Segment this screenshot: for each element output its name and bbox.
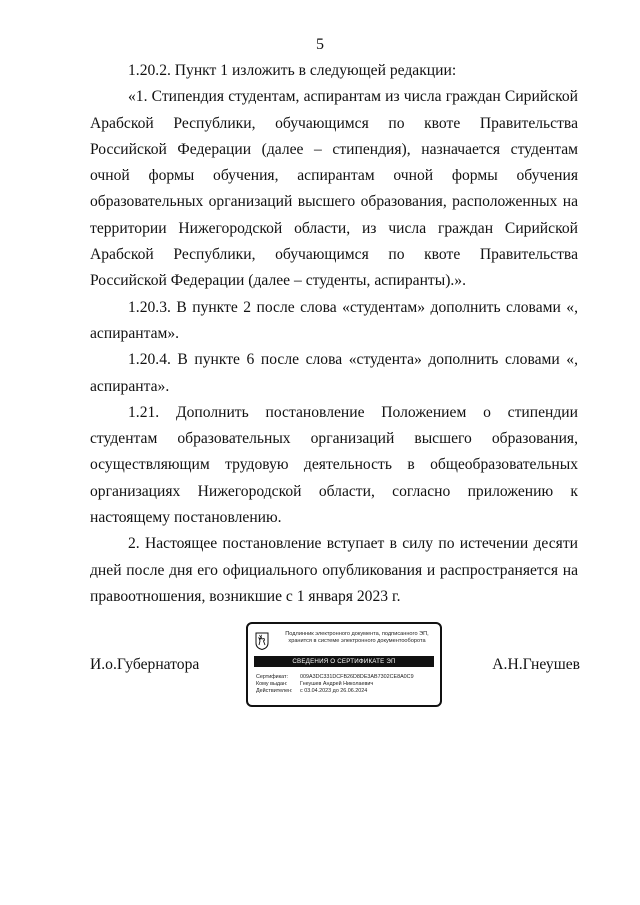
paragraph-2: 2. Настоящее постановление вступает в силу по истечении десяти дней после дня его официального опубликования и распространяется на правоотношения, возникшие с 1 января 2023 г. <box>90 535 578 605</box>
validity-row <box>256 688 436 695</box>
page-number: 5 <box>316 36 324 53</box>
issued-to-value: Гнеушев Андрей Николаевич <box>300 680 374 687</box>
stamp-header <box>275 631 439 645</box>
document-body <box>90 58 578 610</box>
certificate-label: Сертификат: <box>256 674 289 680</box>
validity-value: с 03.04.2023 до 26.06.2024 <box>300 687 368 694</box>
certificate-value: 009A3DC331DCFB26D8DE3AB7302CE8A0C9 <box>300 674 414 680</box>
paragraph-1-21: 1.21. Дополнить постановление Положением о стипендии студентам образовательных организаций высшего образования, осуществляющим трудовую деятельность в общеобразовательных организациях Нижегородской области, согласно приложению к настоящему постановлению. <box>90 403 578 527</box>
issued-to-row <box>256 681 436 688</box>
paragraph-stipend-text: «1. Стипендия студентам, аспирантам из числа граждан Сирийской Арабской Республики, обучающимся по квоте Правительства Российской Федерации (далее – стипендия), назначается студентам очной формы обучения, аспирантам очной формы обучения образовательных организаций высшего образования, расположенных на территории Нижегородской области, из числа граждан Сирийской Арабской Республики, обучающимся по квоте Правительства Российской Федерации (далее – студенты, аспиранты).». <box>90 88 578 290</box>
issued-to-label: Кому выдан: <box>256 680 288 687</box>
stamp-title: СВЕДЕНИЯ О СЕРТИФИКАТЕ ЭП <box>254 656 434 667</box>
signature-block <box>90 622 580 712</box>
certificate-row <box>256 674 436 681</box>
stamp-header-line-2: хранится в системе электронного документооборота <box>288 638 426 644</box>
stamp-header-line-1: Подлинник электронного документа, подписанного ЭП, <box>285 631 429 637</box>
signatory-name: А.Н.Гнеушев <box>492 656 580 673</box>
signatory-position: И.о.Губернатора <box>90 656 200 673</box>
paragraph-1-20-2: 1.20.2. Пункт 1 изложить в следующей редакции: <box>128 62 457 79</box>
stamp-details <box>256 674 436 694</box>
nizhny-novgorod-deer-emblem-icon <box>255 632 269 650</box>
electronic-signature-stamp <box>246 622 442 707</box>
validity-label: Действителен: <box>256 687 293 694</box>
paragraph-1-20-3: 1.20.3. В пункте 2 после слова «студентам» дополнить словами «, аспирантам». <box>90 298 578 342</box>
paragraph-1-20-4: 1.20.4. В пункте 6 после слова «студента» дополнить словами «, аспиранта». <box>90 351 578 395</box>
